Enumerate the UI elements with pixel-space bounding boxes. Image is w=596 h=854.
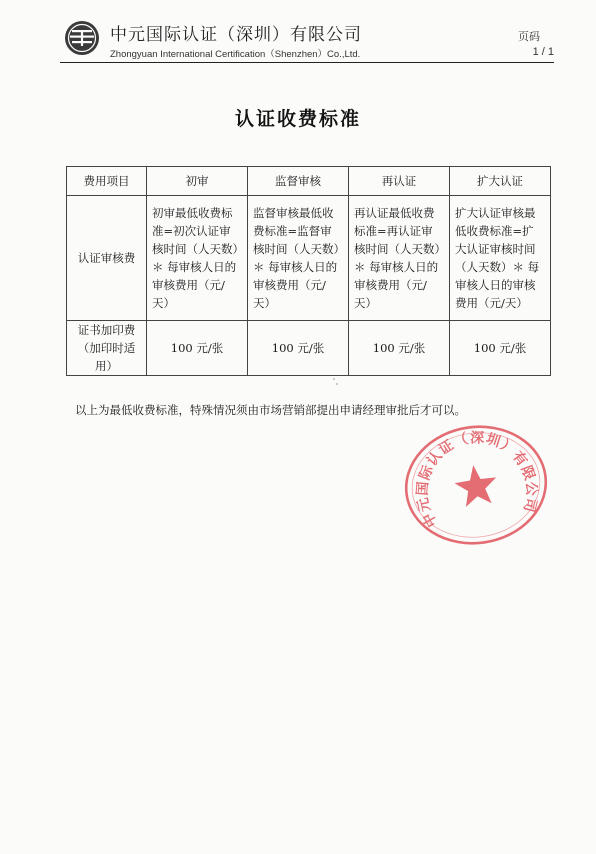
company-name-cn: 中元国际认证（深圳）有限公司	[110, 25, 362, 45]
page-number: 1 / 1	[532, 46, 554, 58]
company-name-en: Zhongyuan International Certification（Shenzhen）Co.,Ltd.	[110, 49, 361, 60]
company-seal	[403, 423, 549, 547]
row-label: 认证审核费	[67, 196, 147, 321]
company-logo	[64, 20, 100, 56]
table-cell: 100 元/张	[450, 321, 551, 376]
header-divider	[60, 62, 554, 63]
table-cell: 100 元/张	[349, 321, 450, 376]
table-header-cell: 初审	[147, 167, 248, 196]
table-header-cell: 扩大认证	[450, 167, 551, 196]
table-cell: 监督审核最低收费标准=监督审核时间（人天数）＊ 每审核人日的审核费用（元/天）	[248, 196, 349, 321]
table-header-cell: 费用项目	[67, 167, 147, 196]
table-cell: 初审最低收费标准=初次认证审核时间（人天数）＊ 每审核人日的审核费用（元/天）	[147, 196, 248, 321]
table-header-row	[67, 167, 551, 196]
table-header-cell: 监督审核	[248, 167, 349, 196]
table-header-cell: 再认证	[349, 167, 450, 196]
page-label: 页码	[518, 30, 540, 43]
fee-table	[66, 166, 551, 376]
table-row	[67, 196, 551, 321]
table-cell: 100 元/张	[147, 321, 248, 376]
row-label: 证书加印费（加印时适用）	[67, 321, 147, 376]
paper-speck	[333, 378, 335, 380]
svg-text:中元国际认证（深圳）有限公司: 中元国际认证（深圳）有限公司	[414, 430, 540, 530]
table-cell: 再认证最低收费标准=再认证审核时间（人天数）＊ 每审核人日的审核费用（元/天）	[349, 196, 450, 321]
document-title: 认证收费标准	[234, 108, 361, 130]
table-row	[67, 321, 551, 376]
footnote: 以上为最低收费标准，特殊情况须由市场营销部提出申请经理审批后才可以。	[75, 403, 466, 417]
table-cell: 扩大认证审核最低收费标准=扩大认证审核时间（人天数）＊ 每审核人日的审核费用（元/天）	[450, 196, 551, 321]
table-cell: 100 元/张	[248, 321, 349, 376]
paper-speck	[336, 383, 338, 385]
